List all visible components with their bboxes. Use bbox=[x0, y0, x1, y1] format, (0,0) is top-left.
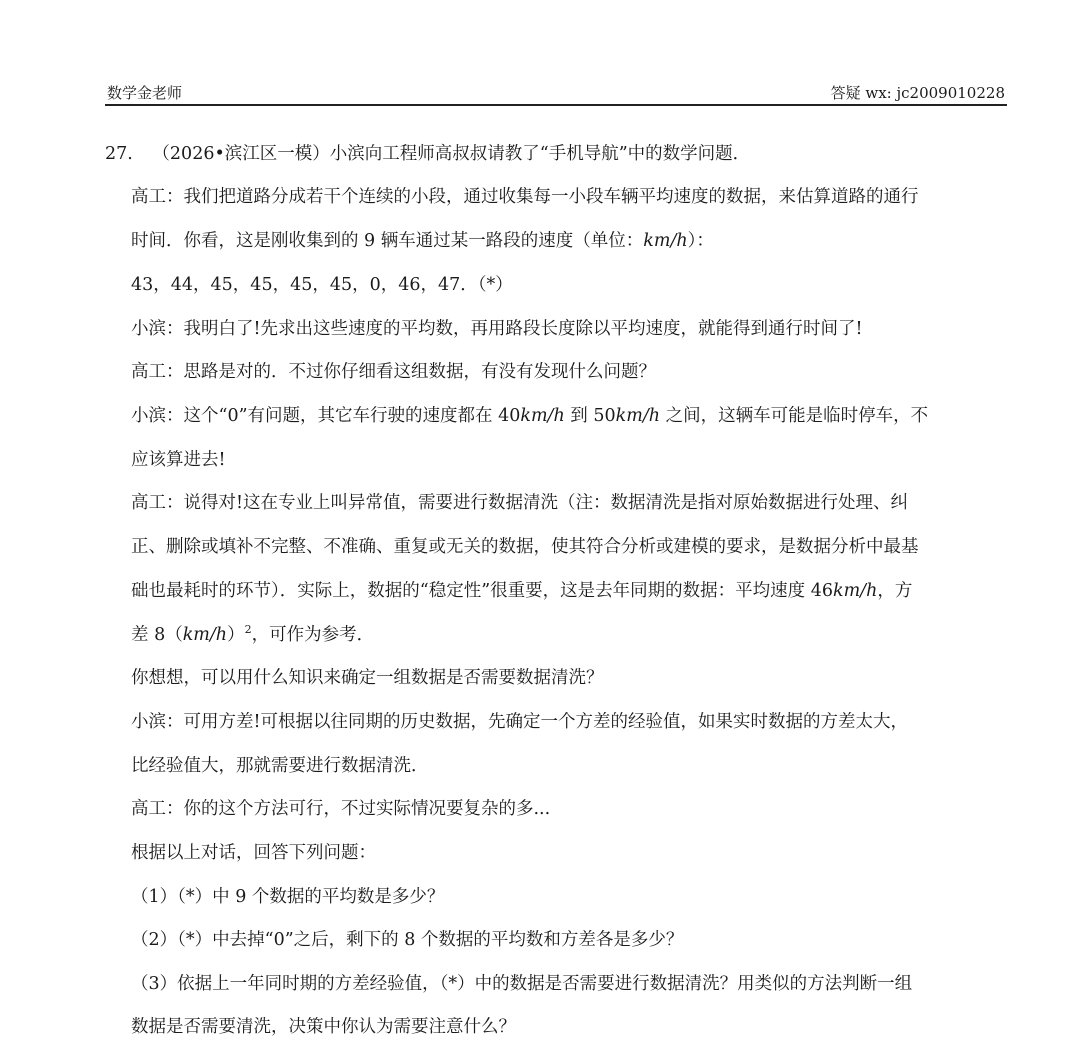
dialogue-line bbox=[131, 578, 912, 604]
data-list-line: 43，44，45，45，45，45，0，46，47．（*） bbox=[131, 275, 513, 295]
text-span: 础也最耗时的环节）．实际上，数据的“稳定性”很重要，这是去年同期的数据：平均速度 46 bbox=[131, 581, 833, 601]
text-span: 差 8（ bbox=[131, 625, 183, 645]
text-span: 小滨：这个“0”有问题，其它车行驶的速度都在 40 bbox=[131, 406, 521, 426]
dialogue-line bbox=[131, 622, 374, 648]
text-span: ，方 bbox=[877, 581, 913, 601]
dialogue-line: 应该算进去! bbox=[131, 450, 226, 470]
header-contact: 答疑 wx: jc2009010228 bbox=[830, 84, 1005, 102]
problem-number: 27. bbox=[105, 144, 133, 164]
question-3-continued: 数据是否需要清洗，决策中你认为需要注意什么？ bbox=[131, 1017, 516, 1037]
unit-text: km/h bbox=[520, 406, 565, 426]
exponent: 2 bbox=[244, 623, 252, 637]
text-span: 到 50 bbox=[564, 406, 616, 426]
unit-text: km/h bbox=[832, 581, 878, 601]
header-author: 数学金老师 bbox=[107, 84, 183, 102]
dialogue-line: 高工：说得对!这在专业上叫异常值，需要进行数据清洗（注：数据清洗是指对原始数据进行处理、纠 bbox=[131, 493, 909, 513]
unit-text: km/h bbox=[643, 231, 688, 251]
dialogue-line: 比经验值大，那就需要进行数据清洗． bbox=[131, 756, 429, 776]
problem-title-line bbox=[105, 141, 750, 167]
dialogue-line: 高工：你的这个方法可行，不过实际情况要复杂的多... bbox=[131, 799, 551, 819]
text-span: 之间，这辆车可能是临时停车，不 bbox=[660, 406, 929, 426]
page-header bbox=[105, 78, 1007, 106]
dialogue-line: 高工：我们把道路分成若干个连续的小段，通过收集每一小段车辆平均速度的数据，来估算道路的通行 bbox=[131, 187, 919, 207]
text-span: ） bbox=[227, 625, 245, 645]
unit-text: km/h bbox=[615, 406, 661, 426]
dialogue-line bbox=[131, 228, 714, 254]
question-2: （2）（*）中去掉“0”之后，剩下的 8 个数据的平均数和方差各是多少？ bbox=[131, 930, 684, 950]
problem-title: （2026•滨江区一模）小滨向工程师高叔叔请教了“手机导航”中的数学问题． bbox=[152, 144, 751, 164]
dialogue-line: 高工：思路是对的．不过你仔细看这组数据，有没有发现什么问题？ bbox=[131, 362, 656, 382]
text-span: ）： bbox=[687, 231, 714, 251]
dialogue-line: 正、删除或填补不完整、不准确、重复或无关的数据，使其符合分析或建模的要求，是数据分析中最基 bbox=[131, 537, 919, 557]
dialogue-line: 小滨：可用方差!可根据以往同期的历史数据，先确定一个方差的经验值，如果实时数据的方差太大， bbox=[131, 712, 909, 732]
question-3: （3）依据上一年同时期的方差经验值，（*）中的数据是否需要进行数据清洗？用类似的方法判断一组 bbox=[131, 974, 913, 994]
dialogue-line: 你想想，可以用什么知识来确定一组数据是否需要数据清洗？ bbox=[131, 668, 604, 688]
unit-text: km/h bbox=[182, 625, 228, 645]
dialogue-line bbox=[131, 403, 928, 429]
instruction-line: 根据以上对话，回答下列问题： bbox=[131, 843, 376, 863]
text-span: 时间．你看，这是刚收集到的 9 辆车通过某一路段的速度（单位： bbox=[131, 231, 644, 251]
text-span: ，可作为参考． bbox=[251, 625, 375, 645]
dialogue-line: 小滨：我明白了!先求出这些速度的平均数，再用路段长度除以平均速度，就能得到通行时间了! bbox=[131, 319, 863, 339]
question-1: （1）（*）中 9 个数据的平均数是多少？ bbox=[131, 887, 445, 907]
